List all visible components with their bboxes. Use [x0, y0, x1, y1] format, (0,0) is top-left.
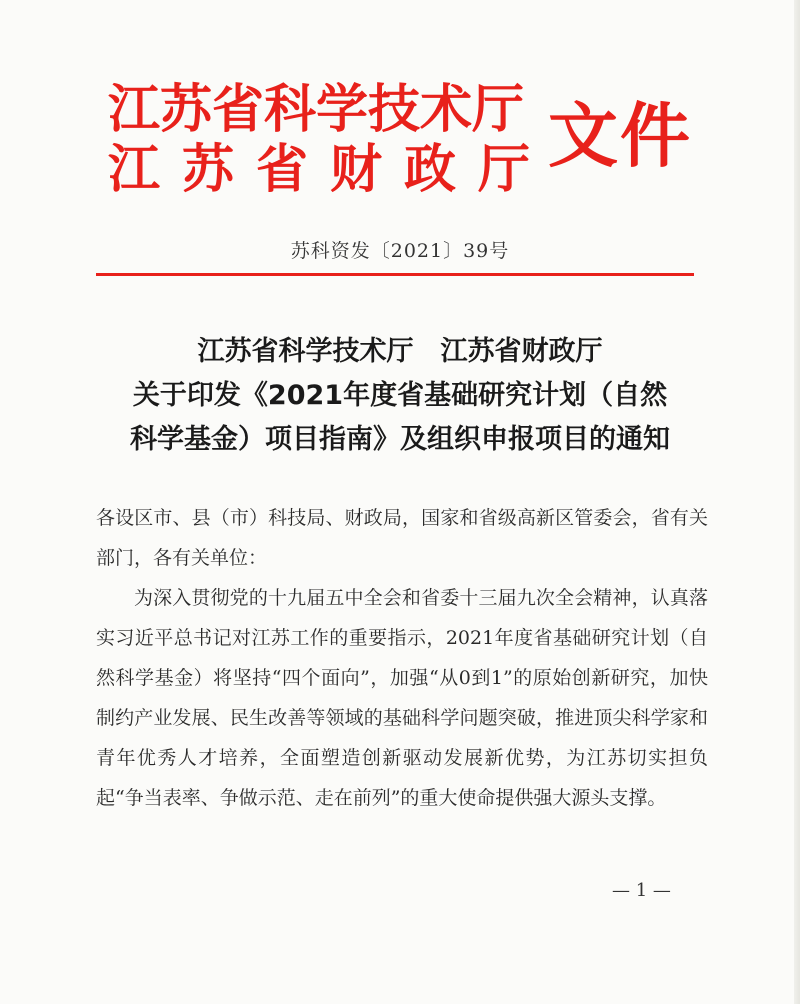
page-number: — 1 —	[612, 880, 671, 901]
addressee: 各设区市、县（市）科技局、财政局，国家和省级高新区管委会，省有关部门，各有关单位：	[96, 507, 708, 569]
document-body	[96, 498, 708, 818]
page-title	[60, 330, 740, 462]
document-label: 文件	[548, 95, 692, 177]
header-divider	[96, 273, 694, 276]
body-paragraph: 为深入贯彻党的十九届五中全会和省委十三届九次全会精神，认真落实习近平总书记对江苏工作的重要指示，2021年度省基础研究计划（自然科学基金）将坚持“四个面向”，加强“从0到1”的原始创新研究，加快制约产业发展、民生改善等领域的基础科学问题突破，推进顶尖科学家和青年优秀人才培养，全面塑造创新驱动发展新优势，为江苏切实担负起“争当表率、争做示范、走在前列”的重大使命提供强大源头支撑。	[96, 587, 708, 809]
issuer-block	[108, 80, 552, 200]
issuer-line-science-dept: 江苏省科学技术厅	[108, 80, 525, 140]
title-line-1: 江苏省科学技术厅 江苏省财政厅	[197, 336, 603, 367]
title-line-3: 科学基金）项目指南》及组织申报项目的通知	[130, 424, 670, 455]
document-number: 苏科资发〔2021〕39号	[290, 240, 510, 262]
page-edge	[794, 0, 800, 1004]
title-line-2: 关于印发《2021年度省基础研究计划（自然	[132, 380, 668, 411]
issuer-line-finance-dept: 江苏省财政厅	[108, 140, 553, 200]
